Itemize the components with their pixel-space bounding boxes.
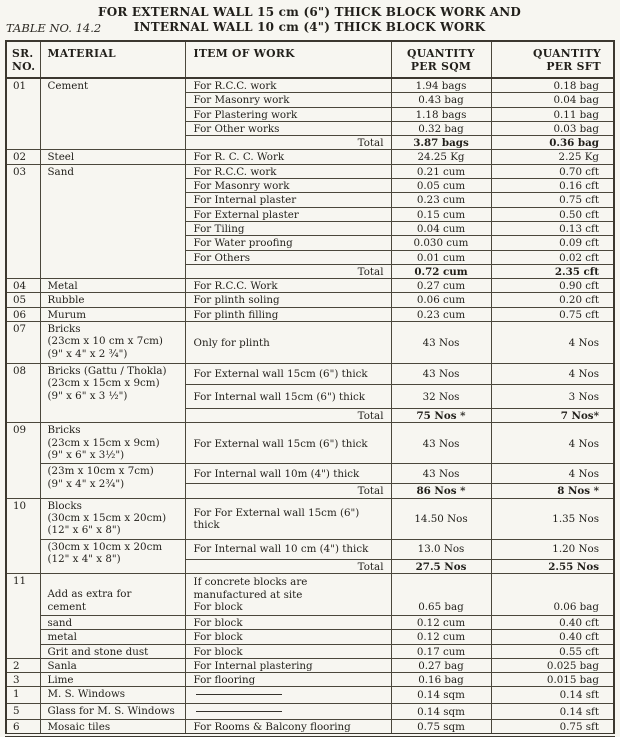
- cell-qty-per-sqm: 0.65 bag: [391, 573, 491, 615]
- cell-qty-per-sqm: 3.87 bags: [391, 136, 491, 150]
- table-row: [6, 703, 614, 719]
- table-row: [6, 293, 614, 307]
- cell-qty-per-sft: 1.20 Nos: [491, 539, 614, 559]
- cell-qty-per-sqm: 0.23 cum: [391, 307, 491, 321]
- table-row: [6, 644, 614, 658]
- col-header-sft: QUANTITY PER SFT: [491, 41, 614, 78]
- blank-dash: [196, 711, 282, 712]
- cell-qty-per-sqm: 0.06 cum: [391, 293, 491, 307]
- cell-qty-per-sqm: 43 Nos: [391, 464, 491, 484]
- cell-material: Mosaic tiles: [40, 720, 185, 736]
- cell-item-of-work: For R.C.C. work: [185, 78, 391, 93]
- quantities-table: [5, 40, 615, 737]
- cell-qty-per-sft: 2.55 Nos: [491, 559, 614, 573]
- cell-qty-per-sqm: 0.16 bag: [391, 673, 491, 687]
- cell-material: Rubble: [40, 293, 185, 307]
- cell-material: Steel: [40, 150, 185, 164]
- cell-qty-per-sft: 4 Nos: [491, 423, 614, 464]
- cell-item-of-work: For Internal plaster: [185, 193, 391, 207]
- cell-sr-no: 3: [6, 673, 40, 687]
- cell-item-of-work: For Masonry work: [185, 93, 391, 107]
- table-row: [6, 539, 614, 559]
- cell-qty-per-sqm: 13.0 Nos: [391, 539, 491, 559]
- cell-qty-per-sft: 0.13 cft: [491, 221, 614, 235]
- table-row: [6, 322, 614, 364]
- table-header: [6, 41, 614, 78]
- table-row: [6, 673, 614, 687]
- cell-qty-per-sqm: 1.94 bags: [391, 78, 491, 93]
- cell-qty-per-sft: 8 Nos *: [491, 484, 614, 498]
- table-row: [6, 720, 614, 736]
- cell-item-of-work: For plinth filling: [185, 307, 391, 321]
- cell-qty-per-sqm: 32 Nos: [391, 385, 491, 409]
- cell-qty-per-sqm: 86 Nos *: [391, 484, 491, 498]
- cell-qty-per-sqm: 14.50 Nos: [391, 498, 491, 539]
- cell-sr-no: 06: [6, 307, 40, 321]
- cell-qty-per-sft: 0.11 bag: [491, 107, 614, 121]
- cell-qty-per-sqm: 0.14 sqm: [391, 703, 491, 719]
- table-row: [6, 164, 614, 178]
- title-block: [5, 5, 614, 35]
- cell-qty-per-sqm: 43 Nos: [391, 423, 491, 464]
- cell-qty-per-sqm: 0.17 cum: [391, 644, 491, 658]
- cell-qty-per-sft: 0.14 sft: [491, 687, 614, 703]
- cell-material: (23m x 10cm x 7cm) (9" x 4" x 2¾"): [40, 464, 185, 498]
- cell-qty-per-sft: 0.70 cft: [491, 164, 614, 178]
- cell-sr-no: 07: [6, 322, 40, 364]
- cell-material: Blocks (30cm x 15cm x 20cm) (12" x 6" x 8"): [40, 498, 185, 539]
- table-row: [6, 279, 614, 293]
- cell-qty-per-sft: 0.14 sft: [491, 703, 614, 719]
- cell-sr-no: 10: [6, 498, 40, 573]
- cell-qty-per-sft: 0.06 bag: [491, 573, 614, 615]
- cell-item-of-work: For R.C.C. Work: [185, 279, 391, 293]
- cell-item-of-work: For block: [185, 630, 391, 644]
- cell-qty-per-sqm: 0.72 cum: [391, 264, 491, 278]
- cell-item-of-work: For R. C. C. Work: [185, 150, 391, 164]
- cell-qty-per-sqm: 43 Nos: [391, 322, 491, 364]
- cell-qty-per-sft: 0.75 sft: [491, 720, 614, 736]
- table-row: [6, 615, 614, 629]
- cell-item-of-work: For Internal wall 15cm (6") thick: [185, 385, 391, 409]
- table-row: [6, 630, 614, 644]
- cell-material: M. S. Windows: [40, 687, 185, 703]
- cell-item-of-work: For Others: [185, 250, 391, 264]
- col-header-item: ITEM OF WORK: [185, 41, 391, 78]
- cell-material: Murum: [40, 307, 185, 321]
- table-header-row: [6, 41, 614, 78]
- cell-item-of-work: For Plastering work: [185, 107, 391, 121]
- cell-qty-per-sqm: 43 Nos: [391, 364, 491, 385]
- table-row: [6, 307, 614, 321]
- table-row: [6, 150, 614, 164]
- cell-qty-per-sqm: 0.030 cum: [391, 236, 491, 250]
- cell-qty-per-sft: 0.55 cft: [491, 644, 614, 658]
- cell-item-of-work: For External wall 15cm (6") thick: [185, 364, 391, 385]
- cell-qty-per-sqm: 1.18 bags: [391, 107, 491, 121]
- cell-item-of-work: If concrete blocks are manufactured at site For block: [185, 573, 391, 615]
- table-row: [6, 658, 614, 672]
- cell-qty-per-sft: 0.025 bag: [491, 658, 614, 672]
- cell-material: Sanla: [40, 658, 185, 672]
- cell-item-of-work: Total: [185, 136, 391, 150]
- cell-qty-per-sft: 0.09 cft: [491, 236, 614, 250]
- cell-material: Metal: [40, 279, 185, 293]
- table-row: [6, 423, 614, 464]
- cell-item-of-work: For Water proofing: [185, 236, 391, 250]
- cell-qty-per-sqm: 0.14 sqm: [391, 687, 491, 703]
- cell-qty-per-sft: 1.35 Nos: [491, 498, 614, 539]
- cell-material: metal: [40, 630, 185, 644]
- cell-qty-per-sqm: 0.23 cum: [391, 193, 491, 207]
- cell-material: Sand: [40, 164, 185, 278]
- cell-qty-per-sft: 0.18 bag: [491, 78, 614, 93]
- cell-item-of-work: For R.C.C. work: [185, 164, 391, 178]
- table-row: [6, 687, 614, 703]
- cell-item-of-work: For External plaster: [185, 207, 391, 221]
- cell-qty-per-sft: 0.03 bag: [491, 121, 614, 135]
- cell-qty-per-sqm: 0.32 bag: [391, 121, 491, 135]
- cell-item-of-work: For Internal plastering: [185, 658, 391, 672]
- table-row: [6, 498, 614, 539]
- cell-qty-per-sqm: 0.27 cum: [391, 279, 491, 293]
- cell-item-of-work: For Internal wall 10 cm (4") thick: [185, 539, 391, 559]
- cell-sr-no: 1: [6, 687, 40, 703]
- cell-item-of-work: For External wall 15cm (6") thick: [185, 423, 391, 464]
- cell-item-of-work: Total: [185, 409, 391, 423]
- cell-sr-no: 5: [6, 703, 40, 719]
- cell-sr-no: 01: [6, 78, 40, 150]
- table-row: [6, 573, 614, 615]
- cell-qty-per-sft: 3 Nos: [491, 385, 614, 409]
- cell-item-of-work: For Rooms & Balcony flooring: [185, 720, 391, 736]
- cell-qty-per-sqm: 0.12 cum: [391, 630, 491, 644]
- cell-qty-per-sqm: 0.21 cum: [391, 164, 491, 178]
- cell-qty-per-sft: 4 Nos: [491, 322, 614, 364]
- cell-qty-per-sqm: 0.12 cum: [391, 615, 491, 629]
- cell-qty-per-sft: 2.25 Kg: [491, 150, 614, 164]
- cell-qty-per-sqm: 0.05 cum: [391, 179, 491, 193]
- cell-item-of-work: [185, 687, 391, 703]
- cell-sr-no: 04: [6, 279, 40, 293]
- cell-qty-per-sqm: 0.01 cum: [391, 250, 491, 264]
- cell-material: Lime: [40, 673, 185, 687]
- table-row: [6, 78, 614, 93]
- cell-qty-per-sqm: 24.25 Kg: [391, 150, 491, 164]
- cell-qty-per-sqm: 27.5 Nos: [391, 559, 491, 573]
- cell-qty-per-sft: 4 Nos: [491, 464, 614, 484]
- cell-item-of-work: For block: [185, 644, 391, 658]
- cell-qty-per-sqm: 75 Nos *: [391, 409, 491, 423]
- cell-qty-per-sqm: 0.15 cum: [391, 207, 491, 221]
- cell-item-of-work: For Other works: [185, 121, 391, 135]
- cell-sr-no: 05: [6, 293, 40, 307]
- table-row: [6, 464, 614, 484]
- cell-qty-per-sft: 0.02 cft: [491, 250, 614, 264]
- cell-sr-no: 03: [6, 164, 40, 278]
- cell-material: Add as extra for cement: [40, 573, 185, 615]
- cell-material: Bricks (23cm x 10 cm x 7cm) (9" x 4" x 2 ¾"): [40, 322, 185, 364]
- cell-qty-per-sqm: 0.04 cum: [391, 221, 491, 235]
- cell-item-of-work: For Tiling: [185, 221, 391, 235]
- col-header-material: MATERIAL: [40, 41, 185, 78]
- cell-qty-per-sqm: 0.75 sqm: [391, 720, 491, 736]
- doc-title-line1: FOR EXTERNAL WALL 15 cm (6") THICK BLOCK WORK AND: [97, 5, 521, 19]
- cell-qty-per-sft: 0.40 cft: [491, 615, 614, 629]
- cell-material: Bricks (Gattu / Thokla) (23cm x 15cm x 9cm) (9" x 6" x 3 ½"): [40, 364, 185, 423]
- cell-material: Cement: [40, 78, 185, 150]
- cell-qty-per-sft: 0.75 cft: [491, 307, 614, 321]
- cell-item-of-work: For flooring: [185, 673, 391, 687]
- cell-qty-per-sft: 0.04 bag: [491, 93, 614, 107]
- cell-sr-no: 11: [6, 573, 40, 658]
- cell-qty-per-sft: 0.90 cft: [491, 279, 614, 293]
- cell-item-of-work: Total: [185, 484, 391, 498]
- cell-sr-no: 6: [6, 720, 40, 736]
- cell-qty-per-sft: 0.75 cft: [491, 193, 614, 207]
- cell-qty-per-sft: 4 Nos: [491, 364, 614, 385]
- cell-qty-per-sqm: 0.27 bag: [391, 658, 491, 672]
- cell-qty-per-sft: 0.015 bag: [491, 673, 614, 687]
- cell-item-of-work: Total: [185, 559, 391, 573]
- doc-title-line2: INTERNAL WALL 10 cm (4") THICK BLOCK WORK: [133, 19, 486, 34]
- cell-qty-per-sft: 0.16 cft: [491, 179, 614, 193]
- table-number-label: TABLE NO. 14.2: [6, 21, 102, 35]
- col-header-sr: SR. NO.: [6, 41, 40, 78]
- cell-item-of-work: For Internal wall 10m (4") thick: [185, 464, 391, 484]
- cell-material: (30cm x 10cm x 20cm (12" x 4" x 8"): [40, 539, 185, 573]
- cell-item-of-work: For block: [185, 615, 391, 629]
- cell-material: Grit and stone dust: [40, 644, 185, 658]
- cell-item-of-work: Total: [185, 264, 391, 278]
- cell-qty-per-sft: 2.35 cft: [491, 264, 614, 278]
- cell-item-of-work: For For External wall 15cm (6") thick: [185, 498, 391, 539]
- cell-sr-no: 2: [6, 658, 40, 672]
- cell-qty-per-sft: 0.50 cft: [491, 207, 614, 221]
- table-body: [6, 78, 614, 735]
- col-header-sqm: QUANTITY PER SQM: [391, 41, 491, 78]
- blank-dash: [196, 694, 282, 695]
- cell-qty-per-sft: 0.40 cft: [491, 630, 614, 644]
- cell-qty-per-sft: 0.20 cft: [491, 293, 614, 307]
- cell-item-of-work: Only for plinth: [185, 322, 391, 364]
- cell-material: Bricks (23cm x 15cm x 9cm) (9" x 6" x 3½"): [40, 423, 185, 464]
- cell-qty-per-sqm: 0.43 bag: [391, 93, 491, 107]
- cell-sr-no: 08: [6, 364, 40, 423]
- cell-material: Glass for M. S. Windows: [40, 703, 185, 719]
- table-row: [6, 364, 614, 385]
- cell-sr-no: 02: [6, 150, 40, 164]
- cell-qty-per-sft: 0.36 bag: [491, 136, 614, 150]
- cell-item-of-work: For Masonry work: [185, 179, 391, 193]
- cell-sr-no: 09: [6, 423, 40, 498]
- cell-item-of-work: [185, 703, 391, 719]
- cell-item-of-work: For plinth soling: [185, 293, 391, 307]
- cell-material: sand: [40, 615, 185, 629]
- cell-qty-per-sft: 7 Nos*: [491, 409, 614, 423]
